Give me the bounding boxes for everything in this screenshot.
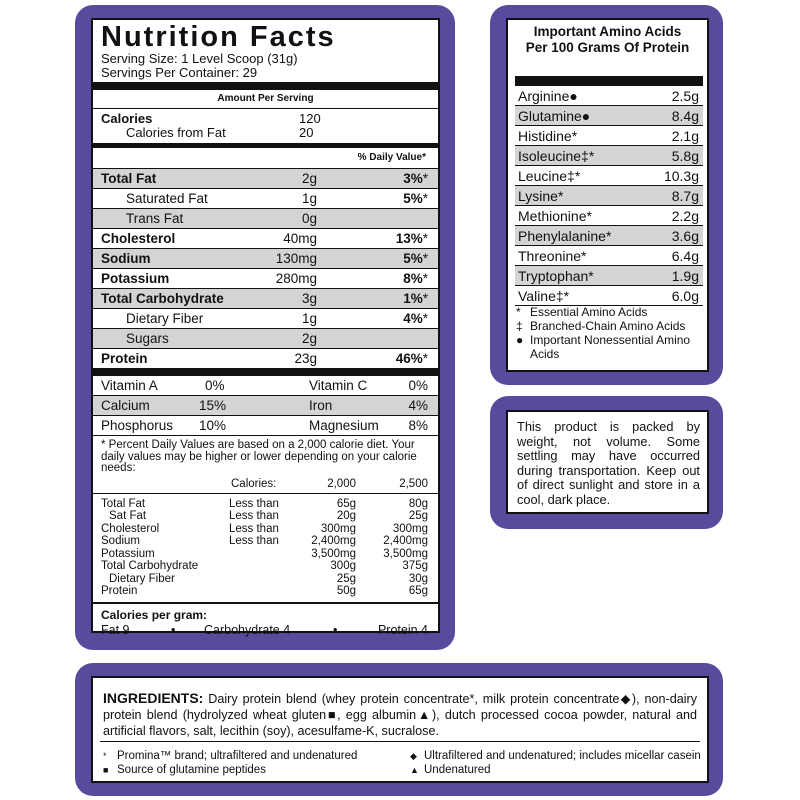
amino-name: Tryptophan* [518, 268, 594, 284]
nutrient-row [93, 328, 438, 348]
cpg-protein: Protein 4 [377, 622, 428, 637]
amino-value: 8.7g [671, 188, 699, 204]
nutrient-amount: 23g [294, 351, 317, 366]
cpg-separator: • [333, 622, 338, 637]
nutrient-mark: * [422, 171, 428, 186]
nutrient-name: Potassium [101, 271, 170, 286]
dv-c2: 3,500mg [383, 547, 428, 560]
nutrient-row [93, 268, 438, 288]
dv-row [101, 510, 430, 523]
note-text: Source of glutamine peptides [117, 764, 266, 776]
calories-fat-value: 20 [299, 125, 314, 140]
nutrient-name: Trans Fat [126, 211, 184, 226]
amino-name: Arginine● [518, 88, 578, 104]
dv-row [101, 535, 430, 548]
dv-c1: 2,400mg [311, 535, 356, 547]
nutrient-name: Sugars [126, 331, 169, 346]
ingredient-note [103, 749, 357, 763]
dv-col1: 2,000 [327, 477, 356, 490]
divider [93, 602, 438, 604]
vitamin-pct: 0% [205, 378, 225, 393]
dv-name: Cholesterol [101, 522, 160, 535]
dv-name: Total Fat [101, 497, 146, 510]
nutrition-title: Nutrition Facts [101, 21, 336, 53]
amino-title [508, 20, 707, 61]
amino-value: 2.1g [671, 128, 699, 144]
dv-row [101, 573, 430, 586]
dv-row [101, 523, 430, 536]
nutrient-rows [101, 168, 430, 368]
dv-c2: 300mg [392, 522, 428, 535]
nutrient-mark: * [422, 311, 428, 326]
divider [93, 368, 438, 376]
legend-text: Essential Amino Acids [530, 305, 648, 319]
amino-row [515, 226, 703, 246]
nutrient-amount: 3g [301, 291, 317, 306]
amino-name: Glutamine● [518, 108, 591, 124]
calories-fat-label: Calories from Fat [126, 125, 226, 140]
nutrient-amount: 0g [301, 211, 317, 226]
dv-row [101, 585, 430, 598]
ingredient-note [410, 763, 491, 777]
amino-row [515, 286, 703, 306]
dv-qualifier: Less than [229, 510, 279, 522]
legend-item [516, 305, 703, 319]
dv-name: Total Carbohydrate [101, 560, 199, 572]
amino-name: Histidine* [518, 128, 578, 144]
nutrient-mark: * [422, 231, 428, 246]
amino-name: Threonine* [518, 248, 587, 264]
note-text: Promina™ brand; ultrafiltered and undenatured [117, 750, 358, 762]
nutrient-name: Dietary Fiber [126, 311, 204, 326]
amino-legend [516, 305, 703, 361]
nutrient-row [93, 348, 438, 368]
vitamin-name: Vitamin A [101, 378, 158, 393]
dv-name: Potassium [101, 547, 155, 560]
ingredients-body [103, 690, 697, 739]
dv-qualifier: Less than [229, 535, 279, 547]
nutrient-amount: 40mg [283, 231, 317, 246]
nutrient-name: Total Carbohydrate [101, 291, 224, 306]
amino-row [515, 206, 703, 226]
dv-c1: 65g [336, 497, 356, 510]
dv-name: Dietary Fiber [109, 572, 175, 585]
note-symbol: ▲ [410, 765, 419, 775]
nutrient-pct: 3% [403, 171, 423, 186]
nutrient-mark: * [422, 271, 428, 286]
dv-row [101, 498, 430, 511]
nutrient-name: Total Fat [101, 171, 157, 186]
nutrient-mark: * [422, 251, 428, 266]
packing-notice: This product is packed by weight, not volume. Some settling may have occurred during transportation. Keep out of direct sunlight and store in a cool, dark place. [506, 410, 709, 514]
vitamin-pct: 8% [408, 418, 428, 433]
dv-c1: 50g [336, 585, 356, 597]
amino-row [515, 166, 703, 186]
amount-per-serving: Amount Per Serving [217, 93, 314, 104]
serving-size: Serving Size: 1 Level Scoop (31g) [101, 51, 298, 66]
note-text: Ultrafiltered and undenatured; includes micellar casein [424, 750, 701, 762]
daily-value-header: % Daily Value* [357, 152, 426, 163]
vitamin-name: Phosphorus [101, 418, 174, 433]
nutrient-pct: 5% [403, 251, 423, 266]
dv-calories-label: Calories: [231, 477, 277, 490]
amino-row [515, 126, 703, 146]
cpg-separator: • [171, 622, 176, 637]
amino-name: Valine‡* [518, 288, 570, 304]
vitamin-row [93, 416, 438, 436]
dv-c2: 65g [408, 585, 428, 597]
ingredient-note [103, 763, 266, 777]
amino-list [515, 76, 703, 306]
nutrient-row [93, 188, 438, 208]
note-symbol: ◆ [410, 751, 417, 761]
amino-row [515, 106, 703, 126]
nutrient-row [93, 228, 438, 248]
amino-value: 3.6g [671, 228, 699, 244]
dv-qualifier: Less than [229, 497, 279, 510]
dv-c1: 25g [336, 572, 356, 585]
nutrient-pct: 1% [403, 291, 423, 306]
dv-c2: 80g [408, 497, 428, 510]
amino-name: Leucine‡* [518, 168, 581, 184]
dv-c1: 300g [330, 560, 356, 572]
amino-name: Phenylalanine* [518, 228, 612, 244]
vitamin-pct: 15% [199, 398, 227, 413]
amino-value: 2.2g [671, 208, 699, 224]
calories-row [101, 112, 430, 126]
amino-name: Isoleucine‡* [518, 148, 595, 164]
amino-row [515, 186, 703, 206]
nutrient-row [93, 248, 438, 268]
vitamin-name: Magnesium [309, 418, 379, 433]
nutrient-name: Saturated Fat [126, 191, 208, 206]
nutrient-row [93, 208, 438, 228]
calories-per-gram-title: Calories per gram: [101, 607, 208, 622]
nutrient-amount: 1g [301, 191, 317, 206]
dv-c2: 2,400mg [383, 535, 428, 547]
dv-c2: 25g [408, 510, 428, 522]
nutrient-amount: 130mg [275, 251, 317, 266]
legend-item [516, 333, 703, 361]
amino-value: 8.4g [671, 108, 699, 124]
ingredients-panel [91, 676, 709, 783]
vitamin-pct: 4% [408, 398, 428, 413]
nutrient-pct: 5% [403, 191, 423, 206]
amino-row [515, 86, 703, 106]
dv-c1: 3,500mg [311, 547, 356, 560]
amino-title-line1: Important Amino Acids [533, 24, 682, 39]
vitamin-name: Vitamin C [309, 378, 368, 393]
amino-value: 1.9g [671, 268, 699, 284]
nutrient-pct: 4% [403, 311, 423, 326]
nutrient-row [93, 168, 438, 188]
legend-item [516, 319, 703, 333]
nutrient-name: Sodium [101, 251, 151, 266]
amino-row [515, 246, 703, 266]
divider [93, 82, 438, 90]
amino-name: Lysine* [518, 188, 564, 204]
nutrient-pct: 13% [395, 231, 423, 246]
amino-value: 5.8g [671, 148, 699, 164]
nutrient-amount: 1g [301, 311, 317, 326]
vitamin-name: Iron [309, 398, 333, 413]
note-symbol: ■ [103, 765, 109, 775]
nutrition-facts-panel [91, 18, 440, 637]
dv-c1: 300mg [320, 522, 356, 535]
dv-row [101, 548, 430, 561]
dv-c1: 20g [336, 510, 356, 522]
vitamin-row [93, 376, 438, 396]
amino-acids-panel [506, 18, 709, 372]
amino-row [515, 146, 703, 166]
dv-c2: 30g [408, 572, 428, 585]
calories-fat-row [101, 126, 430, 140]
legend-text: Branched-Chain Amino Acids [530, 319, 686, 333]
vitamin-pct: 0% [408, 378, 428, 393]
vitamin-pct: 10% [199, 418, 227, 433]
legend-symbol: * [516, 305, 521, 319]
dv-name: Sodium [101, 535, 140, 547]
ingredient-note [410, 749, 701, 763]
amino-value: 6.0g [671, 288, 699, 304]
amino-row [515, 266, 703, 286]
nutrient-amount: 2g [301, 171, 317, 186]
daily-value-table [101, 478, 430, 598]
note-symbol: * [103, 751, 107, 761]
calories-value: 120 [299, 111, 321, 126]
dv-qualifier: Less than [229, 522, 279, 535]
divider [100, 741, 700, 742]
nutrient-name: Cholesterol [101, 231, 176, 246]
nutrient-row [93, 308, 438, 328]
note-text: Undenatured [424, 764, 491, 776]
legend-symbol: ● [516, 333, 524, 347]
amino-value: 10.3g [663, 168, 699, 184]
vitamin-row [93, 396, 438, 416]
calories-per-gram-row [101, 622, 430, 638]
ingredients-heading: INGREDIENTS: [103, 690, 204, 706]
nutrient-pct: 46% [395, 351, 423, 366]
nutrient-name: Protein [101, 351, 148, 366]
cpg-carb: Carbohydrate 4 [204, 622, 291, 637]
amino-value: 6.4g [671, 248, 699, 264]
nutrient-amount: 2g [301, 331, 317, 346]
legend-text: Important Nonessential Amino Acids [530, 333, 691, 361]
dv-name: Protein [101, 585, 138, 597]
dv-row [101, 560, 430, 573]
vitamin-name: Calcium [101, 398, 150, 413]
nutrient-pct: 8% [403, 271, 423, 286]
dv-c2: 375g [402, 560, 428, 572]
vitamin-rows [101, 376, 430, 436]
calories-label: Calories [101, 111, 153, 126]
dv-table-header [93, 478, 438, 494]
nutrient-mark: * [422, 191, 428, 206]
dv-col2: 2,500 [399, 477, 428, 490]
daily-value-footnote: * Percent Daily Values are based on a 2,000 calorie diet. Your daily values may be higher or lower depending on your calorie needs: [101, 439, 417, 474]
nutrient-amount: 280mg [275, 271, 317, 286]
legend-symbol: ‡ [516, 319, 523, 333]
servings-per-container: Servings Per Container: 29 [101, 65, 258, 80]
amino-value: 2.5g [671, 88, 699, 104]
amino-title-line2: Per 100 Grams Of Protein [525, 40, 690, 55]
amino-name: Methionine* [518, 208, 592, 224]
nutrient-mark: * [422, 291, 428, 306]
ingredients-text: Dairy protein blend (whey protein concentrate*, milk protein concentrate◆), non-dairy protein blend (hydrolyzed wheat gluten■, egg albumin▲), dutch processed cocoa powder, natural and artificial flavors, salt, lecithin (soy), acesulfame-K, sucralose. [103, 692, 697, 738]
cpg-fat: Fat 9 [101, 622, 130, 637]
dv-name: Sat Fat [109, 510, 147, 522]
nutrient-mark: * [422, 351, 428, 366]
nutrient-row [93, 288, 438, 308]
